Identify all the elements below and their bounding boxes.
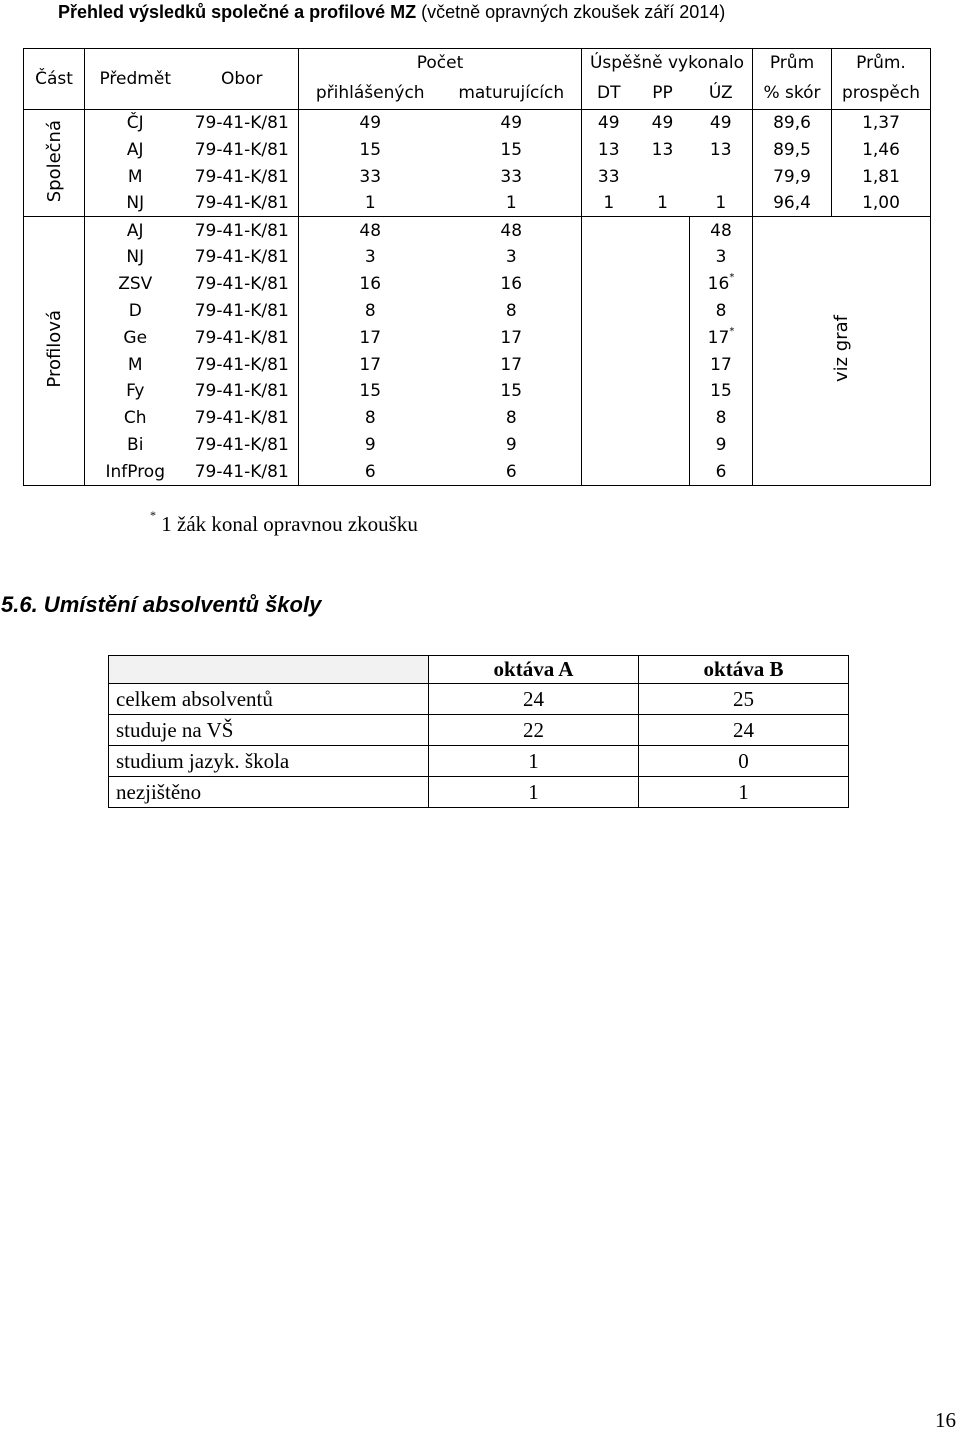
page-number: 16 xyxy=(935,1408,956,1432)
table-row xyxy=(24,190,931,217)
cell-uz-value: 6 xyxy=(715,461,727,482)
cell-obor: 79-41-K/81 xyxy=(186,297,299,324)
page-title xyxy=(58,2,725,23)
cell-uz xyxy=(690,297,753,324)
header-pp: PP xyxy=(636,78,690,110)
cell-pp xyxy=(636,351,690,378)
title-bold: Přehled výsledků společné a profilové MZ xyxy=(58,2,417,22)
cell-pp xyxy=(636,297,690,324)
cell-uz xyxy=(690,378,753,405)
header-prum-prospech-1: Prům. xyxy=(832,49,931,78)
cell-prihlasenych: 8 xyxy=(364,300,376,321)
graduates-label: studuje na VŠ xyxy=(109,715,429,746)
cell-uz xyxy=(690,405,753,432)
cell-uz xyxy=(690,324,753,351)
cell-maturujicich: 6 xyxy=(442,458,582,485)
cell-dt xyxy=(582,244,636,271)
header-cast: Část xyxy=(24,49,85,110)
cell-predmet: M xyxy=(127,354,143,375)
cell-predmet: Fy xyxy=(126,381,145,402)
graduates-oktava-a: 1 xyxy=(429,746,639,777)
cell-dt xyxy=(582,405,636,432)
footnote xyxy=(150,508,418,537)
cell-predmet: D xyxy=(128,300,142,321)
cell-predmet: Ge xyxy=(123,327,148,348)
cell-uz-value: 9 xyxy=(715,435,727,456)
section-spolecna xyxy=(24,110,85,217)
cell-obor: 79-41-K/81 xyxy=(186,324,299,351)
graduates-oktava-b: 1 xyxy=(639,777,849,808)
section-profilova-label: Profilová xyxy=(43,309,65,388)
cell-uz: 49 xyxy=(709,113,732,134)
cell-uz xyxy=(690,244,753,271)
header-pocet: Počet xyxy=(299,49,582,78)
cell-prihlasenych: 3 xyxy=(364,247,376,268)
profilova-merged-cell xyxy=(753,217,931,485)
cell-obor: 79-41-K/81 xyxy=(186,458,299,485)
cell-obor: 79-41-K/81 xyxy=(186,217,299,244)
header-prum-skor-2: % skór xyxy=(753,78,832,110)
graduates-table xyxy=(108,655,849,808)
cell-dt: 49 xyxy=(582,110,636,137)
cell-uz-value: 16 xyxy=(707,273,730,294)
cell-uz xyxy=(690,458,753,485)
header-prum-skor-1: Prům xyxy=(753,49,832,78)
graduates-oktava-b: 0 xyxy=(639,746,849,777)
cell-dt xyxy=(582,324,636,351)
cell-prihlasenych: 17 xyxy=(359,354,382,375)
graduates-oktava-a: 24 xyxy=(429,684,639,715)
title-rest: (včetně opravných zkoušek září 2014) xyxy=(416,2,726,22)
cell-maturujicich: 9 xyxy=(505,435,517,456)
cell-pp: 13 xyxy=(651,139,674,160)
cell-maturujicich: 15 xyxy=(500,139,523,160)
cell-obor: 79-41-K/81 xyxy=(186,136,299,163)
table-row xyxy=(109,684,849,715)
cell-dt xyxy=(582,378,636,405)
cell-dt xyxy=(582,432,636,459)
cell-maturujicich: 15 xyxy=(500,381,523,402)
graduates-oktava-b: 24 xyxy=(639,715,849,746)
cell-uz: 13 xyxy=(709,139,732,160)
graduates-oktava-a: 22 xyxy=(429,715,639,746)
table-row xyxy=(109,777,849,808)
graduates-oktava-a: 1 xyxy=(429,777,639,808)
cell-prihlasenych: 6 xyxy=(299,458,442,485)
footnote-text: 1 žák konal opravnou zkoušku xyxy=(156,512,418,536)
table-row xyxy=(24,163,931,190)
table-row xyxy=(109,746,849,777)
cell-pp xyxy=(636,378,690,405)
cell-obor: 79-41-K/81 xyxy=(186,351,299,378)
cell-uz-value: 48 xyxy=(710,220,732,241)
cell-pp xyxy=(636,271,690,298)
cell-uz xyxy=(690,351,753,378)
header-maturujicich: maturujících xyxy=(442,78,582,110)
cell-prihlasenych: 1 xyxy=(299,190,442,217)
cell-uz xyxy=(690,217,753,244)
cell-dt: 1 xyxy=(582,190,636,217)
cell-pp xyxy=(636,324,690,351)
cell-prihlasenych: 9 xyxy=(364,435,376,456)
cell-uz xyxy=(690,163,753,190)
cell-uz xyxy=(690,271,753,298)
footnote-mark: * xyxy=(150,508,156,522)
header-uz: ÚZ xyxy=(690,78,753,110)
graduates-header-blank xyxy=(109,656,429,684)
cell-predmet: Bi xyxy=(127,435,144,456)
cell-dt xyxy=(582,297,636,324)
cell-prospech: 1,00 xyxy=(832,190,931,217)
graduates-oktava-b: 25 xyxy=(639,684,849,715)
cell-predmet: ZSV xyxy=(118,273,153,294)
cell-uz-value: 8 xyxy=(715,408,727,429)
cell-prospech: 1,37 xyxy=(832,110,931,137)
cell-maturujicich: 16 xyxy=(500,273,523,294)
table-row xyxy=(24,110,931,137)
graduates-label: studium jazyk. škola xyxy=(109,746,429,777)
cell-predmet: ČJ xyxy=(126,113,144,134)
cell-predmet: InfProg xyxy=(85,458,186,485)
cell-maturujicich: 3 xyxy=(505,247,517,268)
header-prihlasenych: přihlášených xyxy=(299,78,442,110)
table-row xyxy=(109,715,849,746)
cell-prihlasenych: 8 xyxy=(364,408,376,429)
cell-maturujicich: 49 xyxy=(500,113,523,134)
cell-pp xyxy=(636,217,690,244)
cell-maturujicich: 8 xyxy=(505,300,517,321)
cell-uz-value: 15 xyxy=(710,381,732,402)
cell-maturujicich: 1 xyxy=(442,190,582,217)
cell-prihlasenych: 33 xyxy=(359,166,382,187)
cell-dt xyxy=(582,458,636,485)
cell-predmet: AJ xyxy=(126,139,144,160)
header-dt: DT xyxy=(582,78,636,110)
table-row xyxy=(24,217,931,244)
cell-obor: 79-41-K/81 xyxy=(186,378,299,405)
cell-predmet: NJ xyxy=(85,190,186,217)
cell-uz-value: 3 xyxy=(715,247,727,268)
cell-prihlasenych: 49 xyxy=(359,113,382,134)
cell-prihlasenych: 48 xyxy=(359,220,382,241)
header-prum-prospech-2: prospěch xyxy=(832,78,931,110)
cell-maturujicich: 17 xyxy=(500,354,523,375)
cell-obor: 79-41-K/81 xyxy=(186,190,299,217)
cell-obor: 79-41-K/81 xyxy=(186,110,299,137)
cell-pp xyxy=(636,244,690,271)
cell-obor: 79-41-K/81 xyxy=(186,405,299,432)
graduates-label: nezjištěno xyxy=(109,777,429,808)
cell-prihlasenych: 15 xyxy=(359,139,382,160)
header-predmet: Předmět xyxy=(85,49,186,110)
table-row xyxy=(24,136,931,163)
cell-dt: 33 xyxy=(582,163,636,190)
cell-prihlasenych: 16 xyxy=(359,273,382,294)
cell-prospech: 1,81 xyxy=(832,163,931,190)
cell-maturujicich: 17 xyxy=(500,327,523,348)
cell-obor: 79-41-K/81 xyxy=(186,163,299,190)
cell-uz-value: 8 xyxy=(715,300,727,321)
cell-dt: 13 xyxy=(582,136,636,163)
cell-maturujicich: 8 xyxy=(505,408,517,429)
cell-uz: 1 xyxy=(690,190,753,217)
cell-predmet: M xyxy=(127,166,143,187)
header-obor: Obor xyxy=(186,49,299,110)
cell-dt xyxy=(582,271,636,298)
mz-results-table xyxy=(23,48,931,486)
section-spolecna-label: Společná xyxy=(43,119,65,202)
cell-skor: 89,5 xyxy=(753,136,832,163)
cell-pp: 1 xyxy=(636,190,690,217)
cell-pp: 49 xyxy=(651,113,674,134)
graduates-header-oktava-b: oktáva B xyxy=(639,656,849,684)
cell-prihlasenych: 17 xyxy=(359,327,382,348)
cell-obor: 79-41-K/81 xyxy=(186,271,299,298)
cell-prospech: 1,46 xyxy=(832,136,931,163)
section-heading: 5.6. Umístění absolventů školy xyxy=(1,592,322,617)
cell-predmet: AJ xyxy=(126,220,144,241)
cell-maturujicich: 33 xyxy=(500,166,523,187)
graduates-label: celkem absolventů xyxy=(109,684,429,715)
cell-prihlasenych: 15 xyxy=(359,381,382,402)
header-uspesne: Úspěšně vykonalo xyxy=(582,49,753,78)
cell-pp xyxy=(636,432,690,459)
retake-asterisk: * xyxy=(729,271,735,283)
viz-graf-note: viz graf xyxy=(831,315,852,383)
cell-skor: 96,4 xyxy=(753,190,832,217)
cell-pp xyxy=(636,163,690,190)
cell-predmet: NJ xyxy=(126,247,145,268)
retake-asterisk: * xyxy=(729,325,735,337)
cell-dt xyxy=(582,217,636,244)
cell-skor: 89,6 xyxy=(753,110,832,137)
cell-predmet: Ch xyxy=(123,408,147,429)
cell-uz-value: 17 xyxy=(710,354,732,375)
section-profilova xyxy=(24,217,85,485)
cell-uz xyxy=(690,432,753,459)
cell-uz-value: 17 xyxy=(707,327,730,348)
graduates-header-oktava-a: oktáva A xyxy=(429,656,639,684)
cell-pp xyxy=(636,458,690,485)
cell-obor: 79-41-K/81 xyxy=(186,244,299,271)
cell-maturujicich: 48 xyxy=(500,220,523,241)
cell-pp xyxy=(636,405,690,432)
cell-obor: 79-41-K/81 xyxy=(186,432,299,459)
cell-dt xyxy=(582,351,636,378)
cell-skor: 79,9 xyxy=(753,163,832,190)
